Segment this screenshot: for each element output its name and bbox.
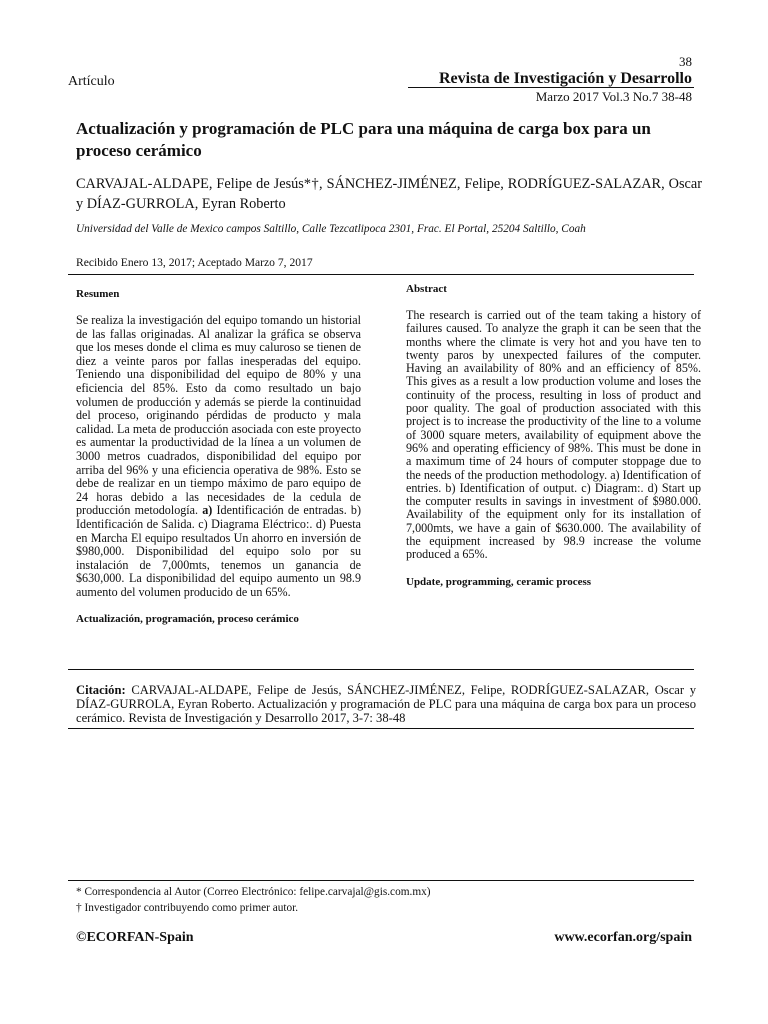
abstract-keywords: Update, programming, ceramic process <box>406 575 592 588</box>
resumen-heading: Resumen <box>76 288 120 300</box>
article-title: Actualización y programación de PLC para una máquina de carga box para un proceso cerámico <box>76 119 651 160</box>
received-accepted-dates: Recibido Enero 13, 2017; Aceptado Marzo 7, 2017 <box>76 256 313 269</box>
issue-info: Marzo 2017 Vol.3 No.7 38-48 <box>535 89 692 104</box>
resumen-bold-marker: a) <box>202 503 213 518</box>
journal-title: Revista de Investigación y Desarrollo <box>438 70 692 87</box>
footnote-first-author: † Investigador contribuyendo como primer autor. <box>76 902 299 914</box>
section-label: Artículo <box>68 74 115 89</box>
citation <box>76 683 696 725</box>
divider-citation-bottom <box>68 728 694 729</box>
publisher-url[interactable]: www.ecorfan.org/spain <box>554 930 692 945</box>
page-number: 38 <box>679 54 692 69</box>
affiliation: Universidad del Valle de Mexico campos Saltillo, Calle Tezcatlipoca 2301, Frac. El Portal, 25204 Saltillo, Coah <box>76 223 586 235</box>
divider-citation-top <box>68 669 694 670</box>
publisher-brand: ©ECORFAN-Spain <box>76 930 194 945</box>
abstract-column <box>406 283 701 588</box>
resumen-text <box>76 314 361 599</box>
divider-footnotes <box>68 880 694 881</box>
journal-title-rule <box>408 87 694 88</box>
abstract-heading: Abstract <box>406 283 447 295</box>
citation-label: Citación: <box>76 683 126 697</box>
resumen-column <box>76 288 361 625</box>
resumen-text-part2: Identificación de entradas. b) Identificación de Salida. c) Diagrama Eléctrico:. d) Puesta en Marcha El equipo resultados Un ahorro en inversión de $980,000. Disponibilidad del equipo solo por su instalación de 7,000mts, tenemos un ganancia de $630,000. La disponibilidad del equipo aumento un 98.9 aumento del volumen producido de un 65%. <box>76 503 361 599</box>
citation-text: CARVAJAL-ALDAPE, Felipe de Jesús, SÁNCHEZ-JIMÉNEZ, Felipe, RODRÍGUEZ-SALAZAR, Oscar y DÍAZ-GURROLA, Eyran Roberto. Actualización y programación de PLC para una máquina de carga box para un proceso cerámico. Revista de Investigación y Desarrollo 2017, 3-7: 38-48 <box>76 683 696 725</box>
author-list: CARVAJAL-ALDAPE, Felipe de Jesús*†, SÁNCHEZ-JIMÉNEZ, Felipe, RODRÍGUEZ-SALAZAR, Oscar y DÍAZ-GURROLA, Eyran Roberto <box>76 176 702 212</box>
resumen-keywords: Actualización, programación, proceso cerámico <box>76 613 299 626</box>
resumen-text-part1: Se realiza la investigación del equipo tomando un historial de las fallas originadas. Al analizar la gráfica se observa que los meses donde el clima es muy caluroso se tienen de diez a veinte paros por fallas inesperadas del equipo. Teniendo una disponibilidad del equipo de 80% y una eficiencia del 85%. Esto da como resultado un bajo volumen de producción y además se pierde la continuidad del proceso, originando pérdidas de producto y mala calidad. La meta de producción asociada con este proyecto es aumentar la productividad de la línea a un volumen de 3000 metros cuadrados, disponibilidad del equipo por arriba del 96% y una eficiencia operativa de 98%. Esto se debe de realizar en un tiempo máximo de paro equipo de 24 horas debido a las necesidades de la cedula de producción metodología. <box>76 313 361 518</box>
abstract-text: The research is carried out of the team taking a history of failures caused. To analyze the graph it can be seen that the months where the climate is very hot and you have ten to twenty paros by unexpected failures of the computer. Having an availability of 80% and an efficiency of 85%. This gives as a result a low production volume and loses the continuity of the process, resulting in loss of product and poor quality. The goal of production associated with this project is to increase the productivity of the line to a volume of 3000 square meters, availability of equipment above the 96% and operating efficiency of 98%. This must be done in a maximum time of 24 hours of computer stoppage due to the needs of the production methodology. a) Identification of entries. b) Identification of output. c) Diagram:. d) Start up the computer results in savings in investment of $980.000. Availability of the equipment only for its installation of 7,000mts, we have a gain of $630.000. The availability of the equipment increased by 98.9 increase the volume produced a 65%. <box>406 308 701 562</box>
footnote-correspondence: * Correspondencia al Autor (Correo Electrónico: felipe.carvajal@gis.com.mx) <box>76 886 431 898</box>
divider-top <box>68 274 694 275</box>
